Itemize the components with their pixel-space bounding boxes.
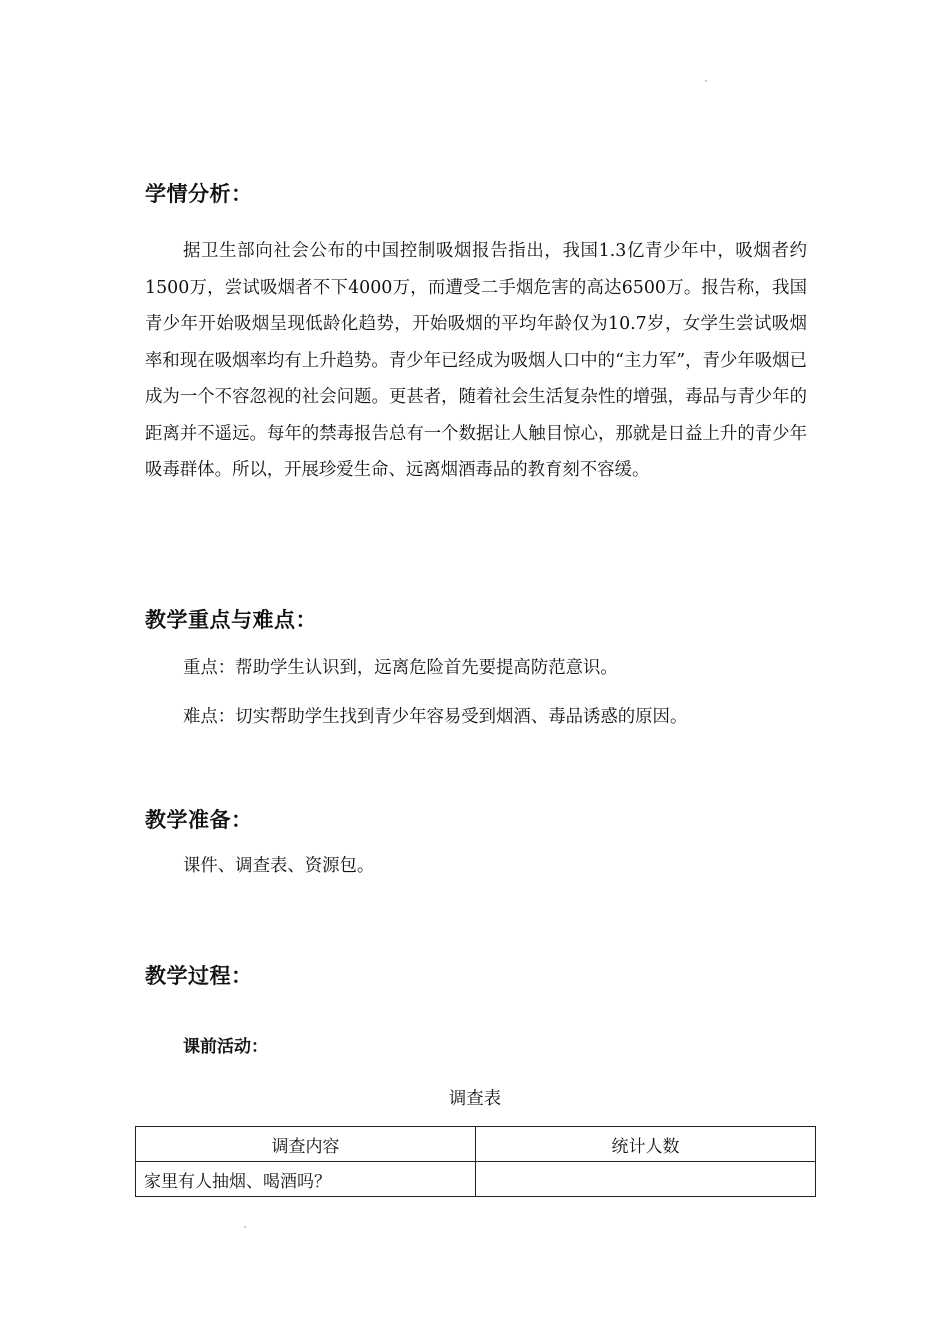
pre-class-activity-heading: 课前活动： <box>183 1037 268 1057</box>
table-row <box>136 1162 816 1197</box>
survey-table-caption: 调查表 <box>448 1089 502 1109</box>
page-bottom-mark <box>244 1226 246 1228</box>
preparation-content: 课件、调查表、资源包。 <box>183 856 375 876</box>
key-points-heading: 教学重点与难点： <box>145 608 317 632</box>
survey-table-header-row <box>136 1127 816 1162</box>
survey-header-count: 统计人数 <box>476 1127 816 1162</box>
survey-cell-question: 家里有人抽烟、喝酒吗？ <box>136 1162 476 1197</box>
focus-line: 重点：帮助学生认识到，远离危险首先要提高防范意识。 <box>183 658 618 678</box>
preparation-heading: 教学准备： <box>145 808 253 832</box>
process-heading: 教学过程： <box>145 964 253 988</box>
difficulty-line: 难点：切实帮助学生找到青少年容易受到烟酒、毒品诱惑的原因。 <box>183 707 688 727</box>
survey-cell-count[interactable] <box>476 1162 816 1197</box>
analysis-heading: 学情分析： <box>145 182 253 206</box>
analysis-paragraph: 据卫生部向社会公布的中国控制吸烟报告指出，我国1.3亿青少年中，吸烟者约1500万，尝试吸烟者不下4000万，而遭受二手烟危害的高达6500万。报告称，我国青少年开始吸烟呈现低龄化趋势，开始吸烟的平均年龄仅为10.7岁，女学生尝试吸烟率和现在吸烟率均有上升趋势。青少年已经成为吸烟人口中的“主力军”，青少年吸烟已成为一个不容忽视的社会问题。更甚者，随着社会生活复杂性的增强，毒品与青少年的距离并不遥远。每年的禁毒报告总有一个数据让人触目惊心，那就是日益上升的青少年吸毒群体。所以，开展珍爱生命、远离烟酒毒品的教育刻不容缓。 <box>145 241 807 480</box>
survey-header-content: 调查内容 <box>136 1127 476 1162</box>
page-corner-mark <box>705 80 707 82</box>
survey-table <box>135 1126 816 1197</box>
